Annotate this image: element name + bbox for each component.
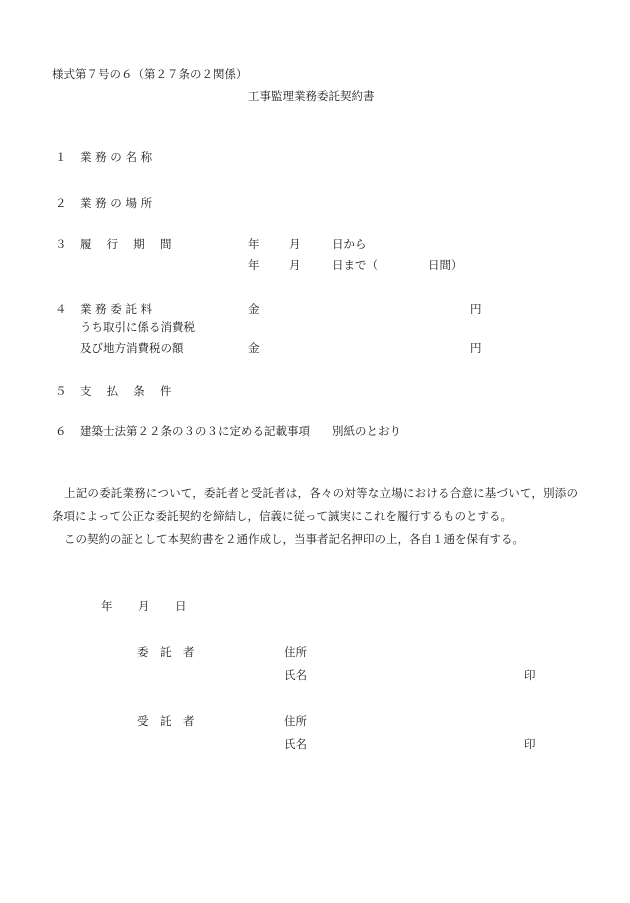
item5-label: 支 払 条 件 xyxy=(80,384,172,398)
period-end-day: 日まで（ xyxy=(332,258,378,272)
tax-label-line1: うち取引に係る消費税 xyxy=(80,320,195,334)
period-end-year: 年 xyxy=(248,258,260,272)
tax-label-line2: 及び地方消費税の額 xyxy=(80,341,184,355)
item4-number: ４ xyxy=(55,302,67,316)
item1-number: １ xyxy=(55,150,67,164)
client-role: 委 託 者 xyxy=(137,645,195,659)
tax-kin: 金 xyxy=(248,341,260,355)
form-label: 様式第７号の６（第２７条の２関係） xyxy=(52,67,248,81)
item6-number: ６ xyxy=(55,424,67,438)
period-start-day: 日から xyxy=(332,237,367,251)
item3-label: 履 行 期 間 xyxy=(80,237,172,251)
contractor-address-label: 住所 xyxy=(284,714,307,728)
period-start-year: 年 xyxy=(248,237,260,251)
period-days: 日間） xyxy=(428,258,463,272)
date-day: 日 xyxy=(175,599,187,613)
client-address-label: 住所 xyxy=(284,645,307,659)
client-name-label: 氏名 xyxy=(284,668,307,682)
contractor-seal: 印 xyxy=(524,737,536,751)
period-end-month: 月 xyxy=(289,258,301,272)
item5-number: ５ xyxy=(55,384,67,398)
contractor-name-label: 氏名 xyxy=(284,737,307,751)
item1-label: 業 務 の 名 称 xyxy=(80,150,153,164)
fee-yen: 円 xyxy=(470,302,482,316)
period-start-month: 月 xyxy=(289,237,301,251)
fee-kin: 金 xyxy=(248,302,260,316)
document-title: 工事監理業務委託契約書 xyxy=(248,89,375,103)
date-year: 年 xyxy=(101,599,113,613)
body-paragraph-2: この契約の証として本契約書を２通作成し，当事者記名押印の上，各自１通を保有する。 xyxy=(64,532,524,546)
contractor-role: 受 託 者 xyxy=(137,714,195,728)
date-month: 月 xyxy=(138,599,150,613)
item6-value: 別紙のとおり xyxy=(332,424,401,438)
body-paragraph-1: 上記の委託業務について，委託者と受託者は，各々の対等な立場における合意に基づいて，別添の条項によって公正な委託契約を締結し，信義に従って誠実にこれを履行するものとする。 xyxy=(52,486,578,523)
item6-label: 建築士法第２２条の３の３に定める記載事項 xyxy=(80,424,310,438)
client-seal: 印 xyxy=(524,668,536,682)
tax-yen: 円 xyxy=(470,341,482,355)
item2-number: ２ xyxy=(55,196,67,210)
item2-label: 業 務 の 場 所 xyxy=(80,196,153,210)
item4-label: 業 務 委 託 料 xyxy=(80,302,153,316)
item3-number: ３ xyxy=(55,237,67,251)
